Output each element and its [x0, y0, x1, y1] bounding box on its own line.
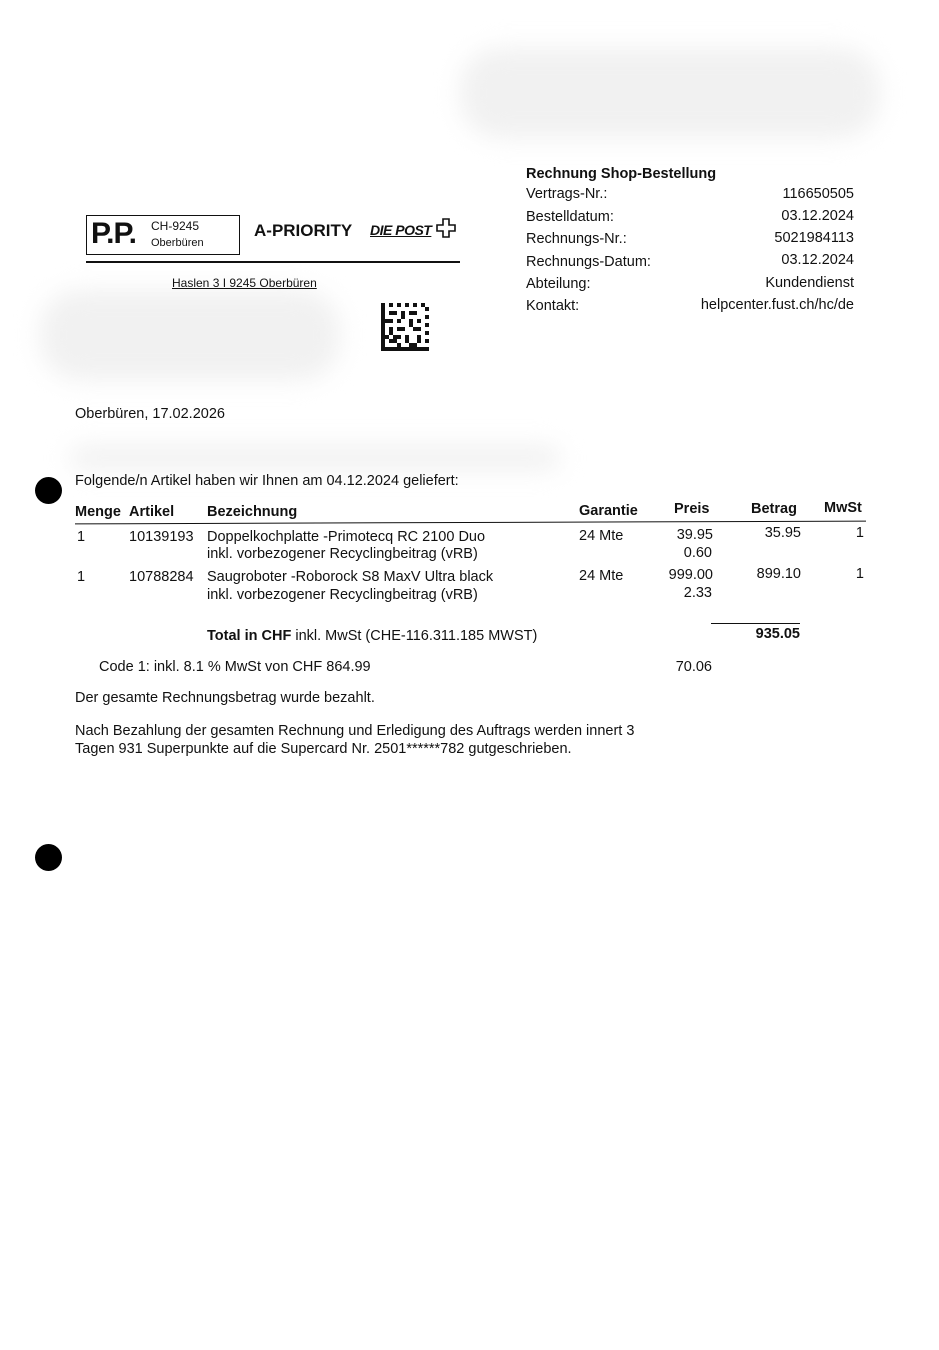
punch-hole-bottom: [35, 844, 62, 871]
order-date-value: 03.12.2024: [781, 208, 854, 224]
department-value: Kundendienst: [765, 275, 854, 291]
col-header-garantie: Garantie: [579, 503, 638, 519]
total-rule: [711, 623, 800, 624]
redacted-delivery-address: [70, 446, 560, 470]
vat-value: 70.06: [675, 659, 712, 675]
order-date-label: Bestelldatum:: [526, 209, 614, 225]
row1-garantie: 24 Mte: [579, 528, 624, 544]
invoice-date-label: Rechnungs-Datum:: [526, 254, 651, 270]
col-header-menge: Menge: [75, 504, 121, 520]
datamatrix-code-icon: [381, 303, 429, 351]
row1-preis: 39.95: [676, 527, 713, 543]
row2-artikel: 10788284: [129, 569, 194, 585]
row1-betrag: 35.95: [764, 525, 801, 541]
punch-hole-top: [35, 477, 62, 504]
row2-mwst: 1: [855, 566, 864, 582]
sender-line: Haslen 3 I 9245 Oberbüren: [172, 276, 317, 290]
points-note-line1: Nach Bezahlung der gesamten Rechnung und Erledigung des Auftrags werden innert 3: [75, 723, 635, 739]
pp-zip: CH-9245: [151, 219, 200, 233]
paid-note: Der gesamte Rechnungsbetrag wurde bezahlt.: [75, 690, 375, 706]
pp-city: Oberbüren: [151, 237, 204, 249]
col-header-mwst: MwSt: [824, 500, 862, 516]
col-header-artikel: Artikel: [129, 504, 175, 520]
col-header-bezeichnung: Bezeichnung: [207, 504, 298, 520]
invoice-no-value: 5021984113: [774, 230, 854, 246]
table-header-rule: [75, 521, 866, 525]
priority-label: A-PRIORITY: [254, 221, 353, 240]
postage-rule: [86, 261, 460, 263]
col-header-betrag: Betrag: [751, 501, 797, 517]
total-value: 935.05: [755, 626, 800, 642]
contact-value[interactable]: helpcenter.fust.ch/hc/de: [700, 297, 854, 313]
redacted-address-top: [460, 48, 880, 138]
contract-no-value: 116650505: [782, 186, 854, 202]
row2-preis: 999.00: [668, 567, 713, 583]
invoice-date-value: 03.12.2024: [781, 252, 854, 268]
row2-menge: 1: [77, 569, 86, 585]
invoice-no-label: Rechnungs-Nr.:: [526, 231, 627, 247]
points-note-line2: Tagen 931 Superpunkte auf die Supercard Nr. 2501******782 gutgeschrieben.: [75, 741, 572, 757]
total-label-rest: inkl. MwSt (CHE-116.311.185 MWST): [291, 628, 538, 644]
swiss-cross-icon: [436, 217, 456, 241]
row1-artikel: 10139193: [129, 529, 194, 545]
pp-postage-box: [86, 215, 240, 255]
invoice-title: Rechnung Shop-Bestellung: [526, 166, 717, 182]
vat-line: Code 1: inkl. 8.1 % MwSt von CHF 864.99: [99, 659, 371, 675]
contract-no-label: Vertrags-Nr.:: [526, 186, 608, 202]
row2-sub: inkl. vorbezogener Recyclingbeitrag (vRB): [207, 587, 478, 603]
contact-label: Kontakt:: [526, 298, 580, 314]
row1-sub: inkl. vorbezogener Recyclingbeitrag (vRB): [207, 546, 478, 562]
row2-sub-preis: 2.33: [683, 585, 712, 601]
redacted-recipient: [40, 290, 340, 380]
total-label: [207, 628, 537, 644]
place-date: Oberbüren, 17.02.2026: [75, 406, 225, 422]
department-label: Abteilung:: [526, 276, 591, 292]
row1-mwst: 1: [855, 525, 864, 541]
total-label-bold: Total in CHF: [207, 628, 292, 644]
row2-bezeichnung: Saugroboter -Roborock S8 MaxV Ultra black: [207, 569, 494, 585]
row2-garantie: 24 Mte: [579, 568, 624, 584]
pp-mark: P.P.: [91, 217, 136, 250]
row1-sub-preis: 0.60: [683, 545, 712, 561]
delivery-intro: Folgende/n Artikel haben wir Ihnen am 04.12.2024 geliefert:: [75, 473, 459, 489]
row1-bezeichnung: Doppelkochplatte -Primotecq RC 2100 Duo: [207, 529, 486, 545]
col-header-preis: Preis: [674, 501, 710, 517]
row1-menge: 1: [77, 529, 86, 545]
row2-betrag: 899.10: [756, 566, 801, 582]
die-post-logo: DIE POST: [370, 222, 432, 238]
